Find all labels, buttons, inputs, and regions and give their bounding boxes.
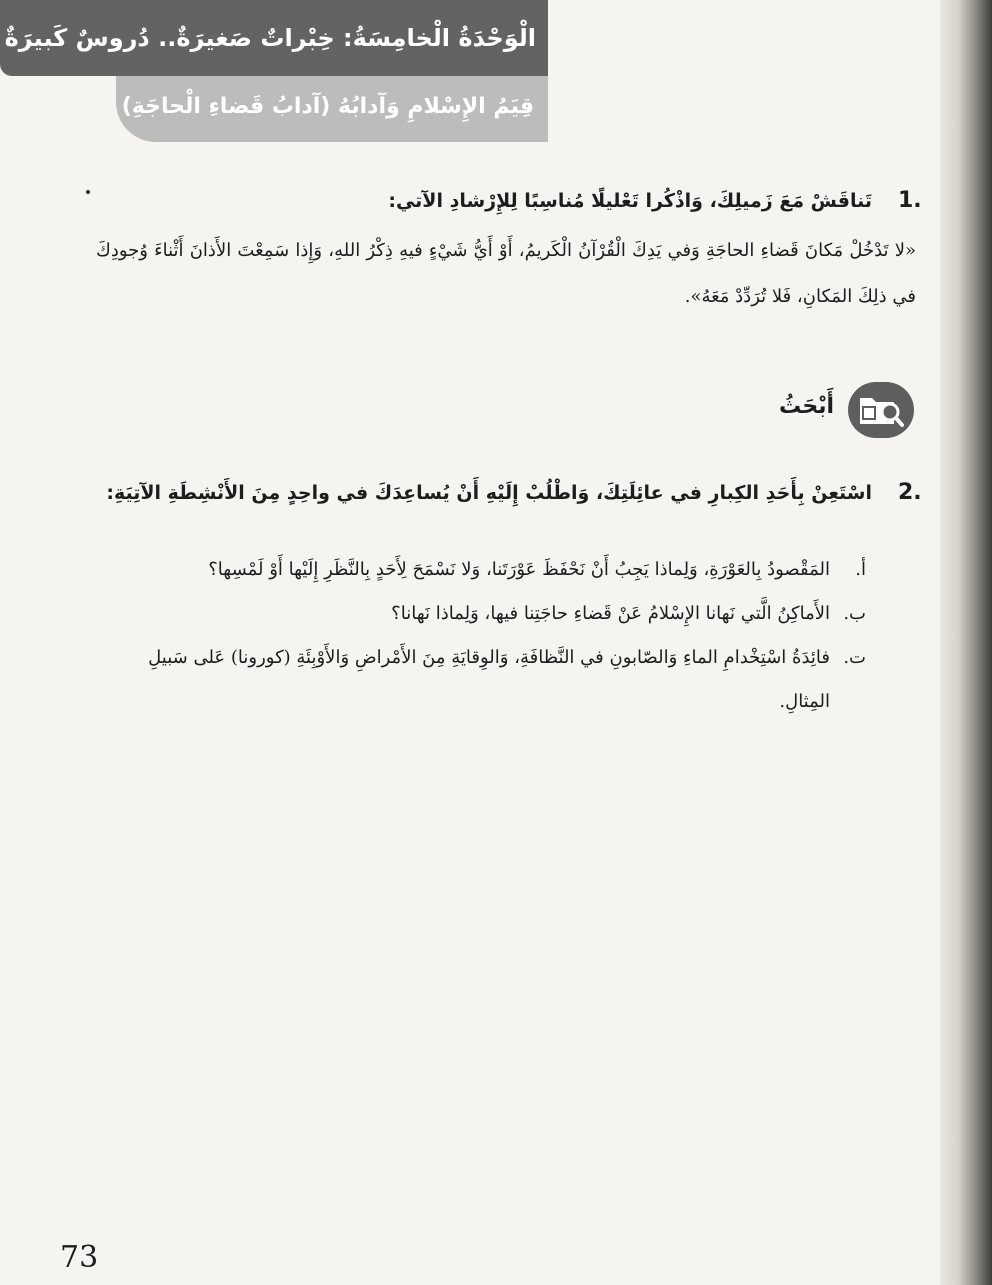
lesson-title: قِيَمُ الإِسْلامِ وَآدابُهُ (آدابُ قَضاءِ الْحاجَةِ) xyxy=(121,94,534,119)
lesson-header xyxy=(116,76,548,142)
question-2-number: 2. xyxy=(898,480,922,505)
question-1-prompt: تَناقَشْ مَعَ زَميلِكَ، وَاذْكُرا تَعْليلًا مُناسِبًا لِلإِرْشادِ الآتي: xyxy=(388,190,872,212)
list-item-letter: أ. xyxy=(855,559,866,580)
unit-header xyxy=(0,0,548,76)
list-item xyxy=(106,592,866,636)
list-item-text: فائِدَةُ اسْتِخْدامِ الماءِ وَالصّابونِ في النَّظافَةِ، وَالوِقايَةِ مِنَ الأَمْراضِ وَالأَوْبِئَةِ (كورونا) عَلى سَبيلِ المِثالِ. xyxy=(148,647,830,712)
ink-dot xyxy=(86,190,90,194)
list-item xyxy=(106,548,866,592)
research-label: أَبْحَثُ xyxy=(779,394,834,419)
list-item-letter: ت. xyxy=(843,647,866,668)
list-item xyxy=(106,636,866,724)
list-item-letter: ب. xyxy=(843,603,866,624)
activity-list xyxy=(106,548,866,724)
list-item-text: المَقْصودُ بِالعَوْرَةِ، وَلِماذا يَجِبُ أَنْ نَحْفَظَ عَوْرَتَنا، وَلا نَسْمَحَ لِأَحَدٍ بِالنَّظَرِ إِلَيْها أَوْ لَمْسِها؟ xyxy=(208,559,830,580)
unit-title: الْوَحْدَةُ الْخامِسَةُ: خِبْراتٌ صَغيرَةٌ.. دُروسٌ كَبيرَةٌ xyxy=(4,24,536,52)
question-2-prompt: اسْتَعِنْ بِأَحَدِ الكِبارِ في عائِلَتِكَ، وَاطْلُبْ إِلَيْهِ أَنْ يُساعِدَكَ في واحِدٍ مِنَ الأَنْشِطَةِ الآتِيَةِ: xyxy=(106,482,872,504)
question-1-quote: «لا تَدْخُلْ مَكانَ قَضاءِ الحاجَةِ وَفي يَدِكَ الْقُرْآنُ الْكَريمُ، أَوْ أَيُّ شَيْءٍ فيهِ ذِكْرُ اللهِ، وَإِذا سَمِعْتَ الأَذانَ أَثْناءَ وُجودِكَ في ذلِكَ المَكانِ، فَلا تُرَدِّدْ مَعَهُ». xyxy=(96,240,916,307)
page-number: 73 xyxy=(60,1240,99,1275)
page-binding-edge xyxy=(940,0,992,1285)
question-1-number: 1. xyxy=(898,188,922,213)
list-item-text: الأَماكِنُ الَّتي نَهانا الإِسْلامُ عَنْ قَضاءِ حاجَتِنا فيها، وَلِماذا نَهانا؟ xyxy=(391,603,830,624)
folder-search-icon xyxy=(848,382,914,438)
